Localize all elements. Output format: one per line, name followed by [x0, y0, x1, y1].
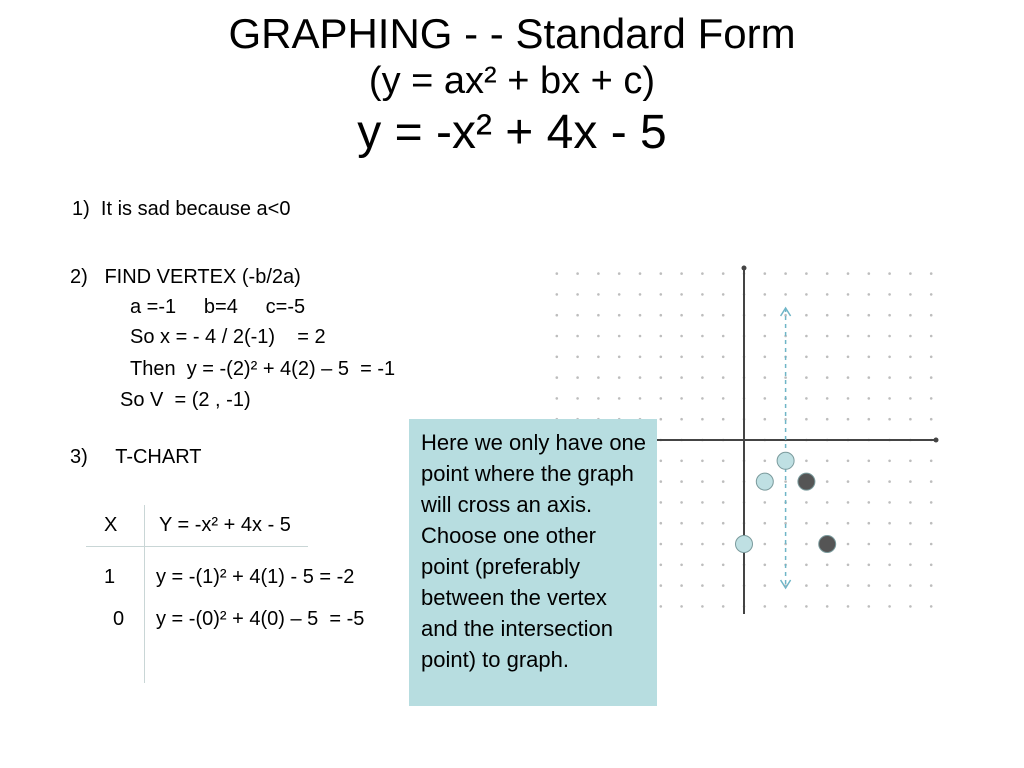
grid-dot	[888, 418, 891, 421]
grid-dot	[805, 397, 808, 400]
grid-dot	[660, 376, 663, 379]
grid-dot	[909, 293, 912, 296]
grid-dot	[701, 501, 704, 504]
grid-dot	[909, 314, 912, 317]
grid-dot	[826, 376, 829, 379]
step-2-x-calc: So x = - 4 / 2(-1) = 2	[130, 326, 326, 348]
grid-dot	[680, 543, 683, 546]
grid-dot	[680, 335, 683, 338]
grid-dot	[722, 418, 725, 421]
grid-dot	[680, 584, 683, 587]
grid-dot	[639, 293, 642, 296]
grid-dot	[847, 460, 850, 463]
grid-dot	[722, 480, 725, 483]
grid-dot	[680, 564, 683, 567]
grid-dot	[680, 293, 683, 296]
grid-dot	[847, 564, 850, 567]
grid-dot	[618, 397, 621, 400]
grid-dot	[888, 314, 891, 317]
grid-dot	[764, 293, 767, 296]
grid-dot	[576, 335, 579, 338]
grid-dot	[660, 543, 663, 546]
grid-dot	[826, 314, 829, 317]
grid-dot	[722, 335, 725, 338]
grid-dot	[826, 335, 829, 338]
grid-dot	[618, 293, 621, 296]
grid-dot	[847, 397, 850, 400]
grid-dot	[639, 397, 642, 400]
grid-dot	[660, 397, 663, 400]
grid-dot	[701, 335, 704, 338]
grid-dot	[826, 418, 829, 421]
grid-dot	[909, 564, 912, 567]
grid-dot	[888, 584, 891, 587]
grid-dot	[660, 356, 663, 359]
grid-dot	[639, 356, 642, 359]
graph-point-5	[819, 536, 836, 553]
grid-dot	[764, 314, 767, 317]
grid-dot	[930, 564, 933, 567]
grid-dot	[701, 564, 704, 567]
grid-dot	[764, 564, 767, 567]
grid-dot	[888, 335, 891, 338]
grid-dot	[930, 293, 933, 296]
grid-dot	[556, 356, 559, 359]
grid-dot	[826, 356, 829, 359]
grid-dot	[868, 376, 871, 379]
grid-dot	[722, 584, 725, 587]
grid-dot	[930, 584, 933, 587]
grid-dot	[618, 356, 621, 359]
grid-dot	[930, 460, 933, 463]
t-chart-divider-vertical	[144, 505, 145, 683]
y-axis-end	[742, 266, 747, 271]
grid-dot	[826, 564, 829, 567]
grid-dot	[764, 397, 767, 400]
grid-dot	[722, 272, 725, 275]
grid-dot	[868, 543, 871, 546]
grid-dot	[868, 356, 871, 359]
grid-dot	[847, 418, 850, 421]
grid-dot	[888, 543, 891, 546]
grid-dot	[888, 272, 891, 275]
t-chart-divider-horizontal	[86, 546, 308, 547]
grid-dot	[888, 564, 891, 567]
grid-dot	[805, 335, 808, 338]
grid-dot	[784, 376, 787, 379]
grid-dot	[660, 314, 663, 317]
grid-dot	[764, 376, 767, 379]
grid-dot	[930, 543, 933, 546]
grid-dot	[909, 501, 912, 504]
grid-dot	[888, 356, 891, 359]
grid-dot	[930, 272, 933, 275]
grid-dot	[930, 356, 933, 359]
callout-box: Here we only have one point where the graph will cross an axis. Choose one other point (preferably between the vertex and the intersection point) to graph.	[409, 419, 657, 706]
grid-dot	[930, 522, 933, 525]
grid-dot	[680, 501, 683, 504]
grid-dot	[826, 460, 829, 463]
grid-dot	[701, 543, 704, 546]
grid-dot	[909, 272, 912, 275]
grid-dot	[597, 293, 600, 296]
t-chart-row-1-y: y = -(1)² + 4(1) - 5 = -2	[156, 566, 355, 588]
grid-dot	[722, 376, 725, 379]
grid-dot	[722, 314, 725, 317]
grid-dot	[597, 356, 600, 359]
grid-dot	[680, 272, 683, 275]
grid-dot	[722, 356, 725, 359]
grid-dot	[847, 314, 850, 317]
grid-dot	[847, 335, 850, 338]
grid-dot	[576, 397, 579, 400]
t-chart-header-x: X	[104, 514, 118, 536]
grid-dot	[660, 460, 663, 463]
grid-dot	[680, 522, 683, 525]
grid-dot	[826, 293, 829, 296]
grid-dot	[764, 605, 767, 608]
grid-dot	[618, 335, 621, 338]
grid-dot	[909, 605, 912, 608]
grid-dot	[722, 564, 725, 567]
grid-dot	[805, 543, 808, 546]
grid-dot	[868, 418, 871, 421]
grid-dot	[556, 335, 559, 338]
grid-dot	[556, 272, 559, 275]
grid-dot	[764, 543, 767, 546]
grid-dot	[868, 460, 871, 463]
grid-dot	[764, 356, 767, 359]
grid-dot	[660, 605, 663, 608]
grid-dot	[805, 418, 808, 421]
grid-dot	[660, 522, 663, 525]
grid-dot	[805, 522, 808, 525]
t-chart-header-y: Y = -x² + 4x - 5	[159, 514, 291, 536]
grid-dot	[701, 460, 704, 463]
grid-dot	[764, 272, 767, 275]
grid-dot	[660, 418, 663, 421]
grid-dot	[805, 460, 808, 463]
grid-dot	[888, 605, 891, 608]
grid-dot	[909, 376, 912, 379]
grid-dot	[576, 356, 579, 359]
grid-dot	[930, 480, 933, 483]
grid-dot	[660, 293, 663, 296]
grid-dot	[597, 376, 600, 379]
grid-dot	[556, 397, 559, 400]
grid-dot	[660, 501, 663, 504]
grid-dot	[660, 480, 663, 483]
grid-dot	[805, 605, 808, 608]
graph-point-1	[777, 452, 794, 469]
grid-dot	[701, 376, 704, 379]
grid-dot	[847, 522, 850, 525]
t-chart-row-2-x: 0	[113, 608, 125, 630]
grid-dot	[868, 584, 871, 587]
grid-dot	[722, 605, 725, 608]
grid-dot	[930, 501, 933, 504]
grid-dot	[826, 522, 829, 525]
grid-dot	[701, 522, 704, 525]
grid-dot	[722, 293, 725, 296]
step-2-coefficients: a =-1 b=4 c=-5	[130, 296, 306, 318]
grid-dot	[930, 418, 933, 421]
grid-dot	[639, 314, 642, 317]
grid-dot	[868, 564, 871, 567]
grid-dot	[888, 376, 891, 379]
step-3-heading: 3) T-CHART	[70, 446, 202, 468]
grid-dot	[764, 418, 767, 421]
grid-dot	[660, 564, 663, 567]
grid-dot	[556, 314, 559, 317]
grid-dot	[826, 272, 829, 275]
grid-dot	[888, 522, 891, 525]
graph-point-2	[756, 473, 773, 490]
grid-dot	[909, 522, 912, 525]
graph-point-4	[736, 536, 753, 553]
grid-dot	[576, 272, 579, 275]
grid-dot	[701, 418, 704, 421]
grid-dot	[888, 501, 891, 504]
grid-dot	[639, 376, 642, 379]
grid-dot	[722, 522, 725, 525]
grid-dot	[805, 501, 808, 504]
grid-dot	[909, 584, 912, 587]
grid-dot	[556, 293, 559, 296]
grid-dot	[847, 543, 850, 546]
step-2-heading: 2) FIND VERTEX (-b/2a)	[70, 266, 301, 288]
grid-dot	[930, 335, 933, 338]
grid-dot	[826, 397, 829, 400]
grid-dot	[701, 272, 704, 275]
grid-dot	[597, 314, 600, 317]
grid-dot	[909, 460, 912, 463]
grid-dot	[722, 543, 725, 546]
grid-dot	[868, 272, 871, 275]
grid-dot	[701, 584, 704, 587]
title-line-1: GRAPHING - - Standard Form	[228, 10, 796, 57]
grid-dot	[576, 314, 579, 317]
grid-dot	[660, 272, 663, 275]
grid-dot	[722, 397, 725, 400]
grid-dot	[909, 356, 912, 359]
grid-dot	[909, 543, 912, 546]
grid-dot	[847, 272, 850, 275]
grid-dot	[888, 293, 891, 296]
grid-dot	[930, 314, 933, 317]
grid-dot	[805, 584, 808, 587]
grid-dot	[826, 480, 829, 483]
grid-dot	[826, 501, 829, 504]
x-axis-end	[934, 438, 939, 443]
grid-dot	[764, 522, 767, 525]
grid-dot	[680, 460, 683, 463]
step-2-vertex: So V = (2 , -1)	[120, 389, 251, 411]
grid-dot	[930, 605, 933, 608]
slide-title	[0, 10, 1024, 162]
grid-dot	[805, 356, 808, 359]
grid-dot	[701, 605, 704, 608]
grid-dot	[868, 522, 871, 525]
graph-point-3	[798, 473, 815, 490]
grid-dot	[618, 376, 621, 379]
grid-dot	[680, 605, 683, 608]
grid-dot	[722, 460, 725, 463]
grid-dot	[764, 501, 767, 504]
grid-dot	[868, 397, 871, 400]
grid-dot	[847, 356, 850, 359]
grid-dot	[701, 480, 704, 483]
grid-dot	[888, 480, 891, 483]
title-line-2: (y = ax² + bx + c)	[368, 60, 656, 102]
grid-dot	[784, 293, 787, 296]
grid-dot	[660, 335, 663, 338]
grid-dot	[805, 272, 808, 275]
grid-dot	[680, 314, 683, 317]
grid-dot	[868, 605, 871, 608]
grid-dot	[847, 605, 850, 608]
grid-dot	[826, 584, 829, 587]
grid-dot	[805, 564, 808, 567]
title-equation: y = -x² + 4x - 5	[357, 106, 667, 159]
grid-dot	[868, 293, 871, 296]
grid-dot	[680, 480, 683, 483]
grid-dot	[701, 293, 704, 296]
grid-dot	[784, 605, 787, 608]
grid-dot	[701, 314, 704, 317]
grid-dot	[556, 376, 559, 379]
grid-dot	[868, 480, 871, 483]
grid-dot	[930, 376, 933, 379]
grid-dot	[597, 272, 600, 275]
grid-dot	[639, 272, 642, 275]
grid-dot	[764, 460, 767, 463]
grid-dot	[618, 314, 621, 317]
grid-dot	[639, 335, 642, 338]
grid-dot	[597, 397, 600, 400]
grid-dot	[576, 376, 579, 379]
grid-dot	[784, 480, 787, 483]
grid-dot	[660, 584, 663, 587]
grid-dot	[868, 335, 871, 338]
grid-dot	[618, 272, 621, 275]
grid-dot	[847, 480, 850, 483]
grid-dot	[868, 314, 871, 317]
grid-dot	[826, 605, 829, 608]
grid-dot	[847, 293, 850, 296]
grid-dot	[722, 501, 725, 504]
grid-dot	[680, 397, 683, 400]
grid-dot	[888, 397, 891, 400]
grid-dot	[701, 356, 704, 359]
grid-dot	[701, 397, 704, 400]
grid-dot	[909, 397, 912, 400]
grid-dot	[576, 293, 579, 296]
grid-dot	[680, 356, 683, 359]
grid-dot	[909, 335, 912, 338]
step-1-text: 1) It is sad because a<0	[72, 198, 291, 220]
grid-dot	[680, 418, 683, 421]
grid-dot	[868, 501, 871, 504]
grid-dot	[847, 376, 850, 379]
t-chart-row-2-y: y = -(0)² + 4(0) – 5 = -5	[156, 608, 365, 630]
grid-dot	[930, 397, 933, 400]
grid-dot	[597, 335, 600, 338]
step-2-y-calc: Then y = -(2)² + 4(2) – 5 = -1	[130, 358, 396, 380]
grid-dot	[847, 584, 850, 587]
grid-dot	[847, 501, 850, 504]
grid-dot	[764, 584, 767, 587]
grid-dot	[909, 480, 912, 483]
t-chart-row-1-x: 1	[104, 566, 116, 588]
grid-dot	[888, 460, 891, 463]
grid-dot	[764, 335, 767, 338]
grid-dot	[805, 314, 808, 317]
grid-dot	[805, 293, 808, 296]
grid-dot	[805, 376, 808, 379]
grid-dot	[909, 418, 912, 421]
grid-dot	[680, 376, 683, 379]
grid-dot	[784, 272, 787, 275]
